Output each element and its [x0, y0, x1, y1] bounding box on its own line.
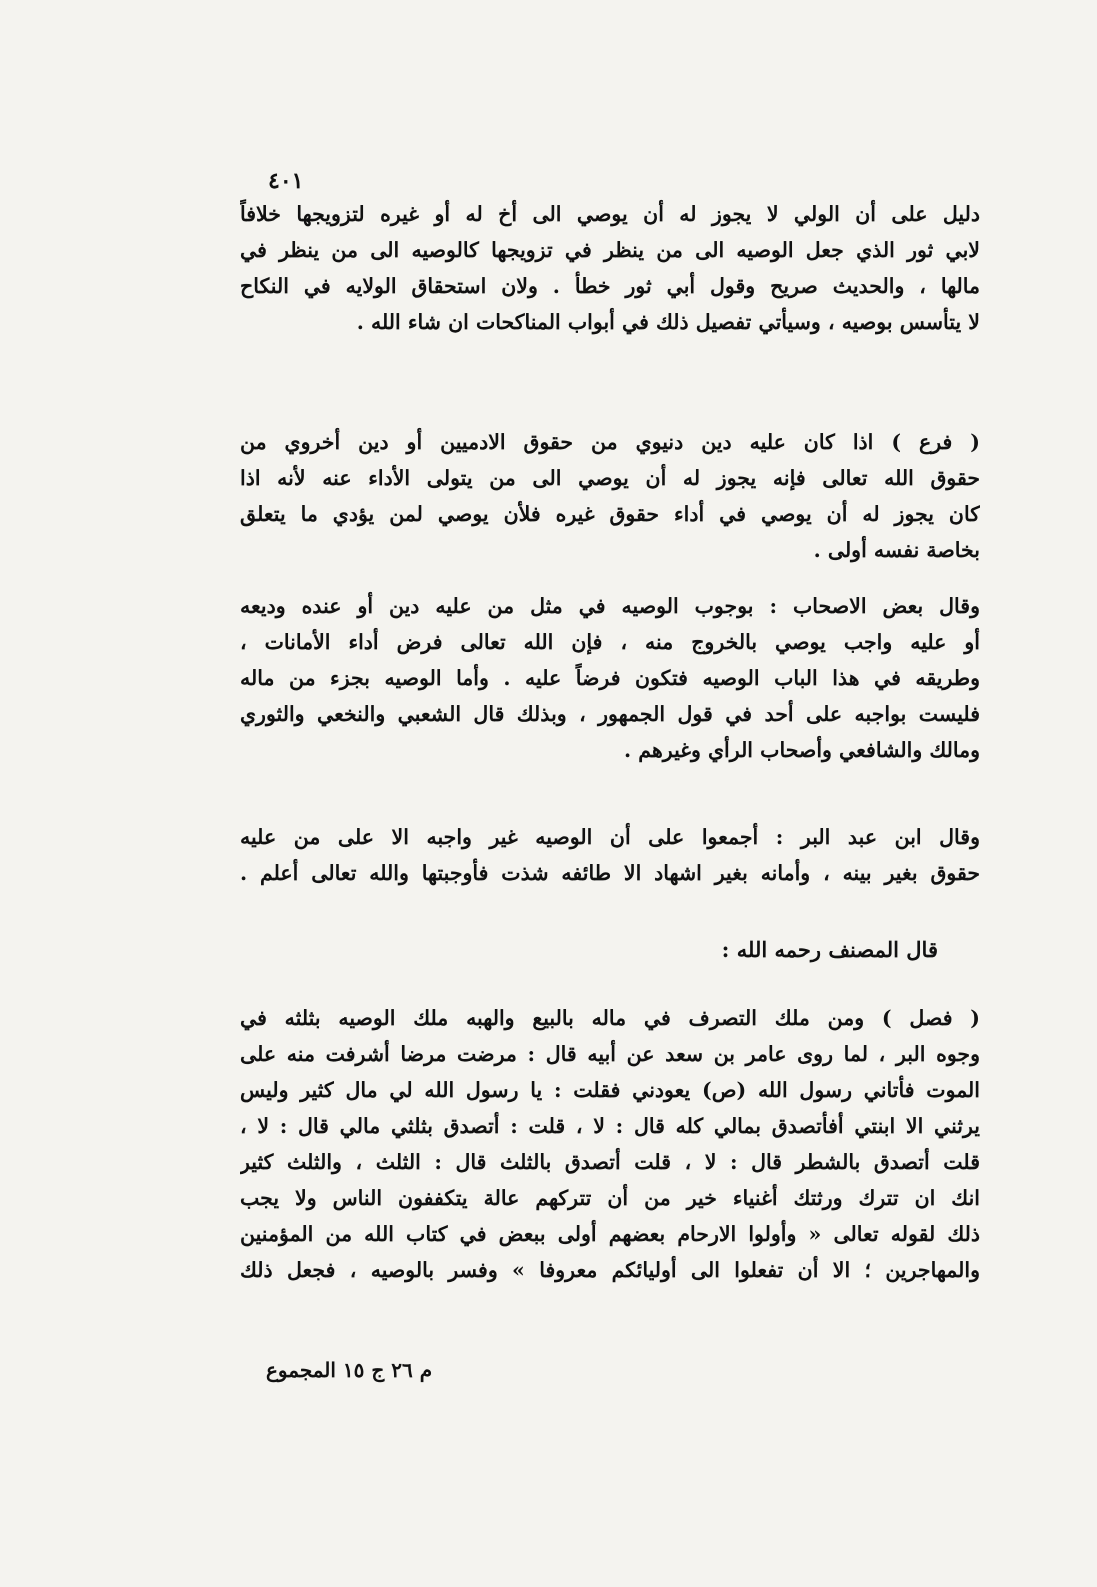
section-heading — [240, 932, 980, 968]
heading-text: قال المصنف رحمه الله : — [721, 937, 938, 962]
text-line: ( فرع ) اذا كان عليه دين دنيوي من حقوق الادميين أو دين أخروي من — [240, 430, 980, 454]
text-line: لابي ثور الذي جعل الوصيه الى من ينظر في تزويجها كالوصيه الى من ينظر في — [240, 238, 980, 262]
text-line: حقوق الله تعالى فإنه يجوز له أن يوصي الى من يتولى الأداء عنه لأنه اذا — [240, 466, 980, 490]
text-line: ومالك والشافعي وأصحاب الرأي وغيرهم . — [624, 738, 980, 762]
page-footer: م ٢٦ ج ١٥ المجموع — [266, 1358, 433, 1382]
text-line: ذلك لقوله تعالى « وأولوا الارحام بعضهم أولى ببعض في كتاب الله من المؤمنين — [240, 1222, 980, 1246]
page-number: ٤٠١ — [268, 168, 304, 194]
text-line: انك ان تترك ورثتك أغنياء خير من أن تتركهم عالة يتكففون الناس ولا يجب — [240, 1186, 980, 1210]
text-line: مالها ، والحديث صريح وقول أبي ثور خطأ . ولان استحقاق الولايه في النكاح — [240, 274, 980, 298]
text-line: وقال بعض الاصحاب : بوجوب الوصيه في مثل من عليه دين أو عنده وديعه — [240, 594, 980, 618]
text-line: ( فصل ) ومن ملك التصرف في ماله بالبيع والهبه ملك الوصيه بثلثه في — [240, 1006, 980, 1030]
text-line: قلت أتصدق بالشطر قال : لا ، قلت أتصدق بالثلث قال : الثلث ، والثلث كثير — [240, 1150, 980, 1174]
paragraph-1 — [240, 196, 980, 340]
text-line: وطريقه في هذا الباب الوصيه فتكون فرضاً عليه . وأما الوصيه بجزء من ماله — [240, 666, 980, 690]
text-line: بخاصة نفسه أولى . — [813, 538, 980, 562]
paragraph-3 — [240, 588, 980, 768]
text-line: وجوه البر ، لما روى عامر بن سعد عن أبيه قال : مرضت مرضا أشرفت منه على — [240, 1042, 980, 1066]
paragraph-5 — [240, 1000, 980, 1288]
text-line: الموت فأتاني رسول الله (ص) يعودني فقلت : يا رسول الله لي مال كثير وليس — [240, 1078, 980, 1102]
paragraph-2 — [240, 424, 980, 568]
text-line: لا يتأسس بوصيه ، وسيأتي تفصيل ذلك في أبواب المناكحات ان شاء الله . — [356, 310, 980, 334]
paragraph-4 — [240, 819, 980, 891]
text-line: حقوق بغير بينه ، وأمانه بغير اشهاد الا طائفه شذت فأوجبتها والله تعالى أعلم . — [240, 861, 980, 885]
text-line: أو عليه واجب يوصي بالخروج منه ، فإن الله تعالى فرض أداء الأمانات ، — [240, 630, 980, 654]
text-line: وقال ابن عبد البر : أجمعوا على أن الوصيه غير واجبه الا على من عليه — [240, 825, 980, 849]
text-line: فليست بواجبه على أحد في قول الجمهور ، وبذلك قال الشعبي والنخعي والثوري — [240, 702, 980, 726]
text-line: والمهاجرين ؛ الا أن تفعلوا الى أوليائكم معروفا » وفسر بالوصيه ، فجعل ذلك — [240, 1258, 980, 1282]
text-line: يرثني الا ابنتي أفأتصدق بمالي كله قال : لا ، قلت : أتصدق بثلثي مالي قال : لا ، — [240, 1114, 980, 1138]
text-line: كان يجوز له أن يوصي في أداء حقوق غيره فلأن يوصي لمن يؤدي ما يتعلق — [240, 502, 980, 526]
text-line: دليل على أن الولي لا يجوز له أن يوصي الى أخ له أو غيره لتزويجها خلافاً — [240, 202, 980, 226]
